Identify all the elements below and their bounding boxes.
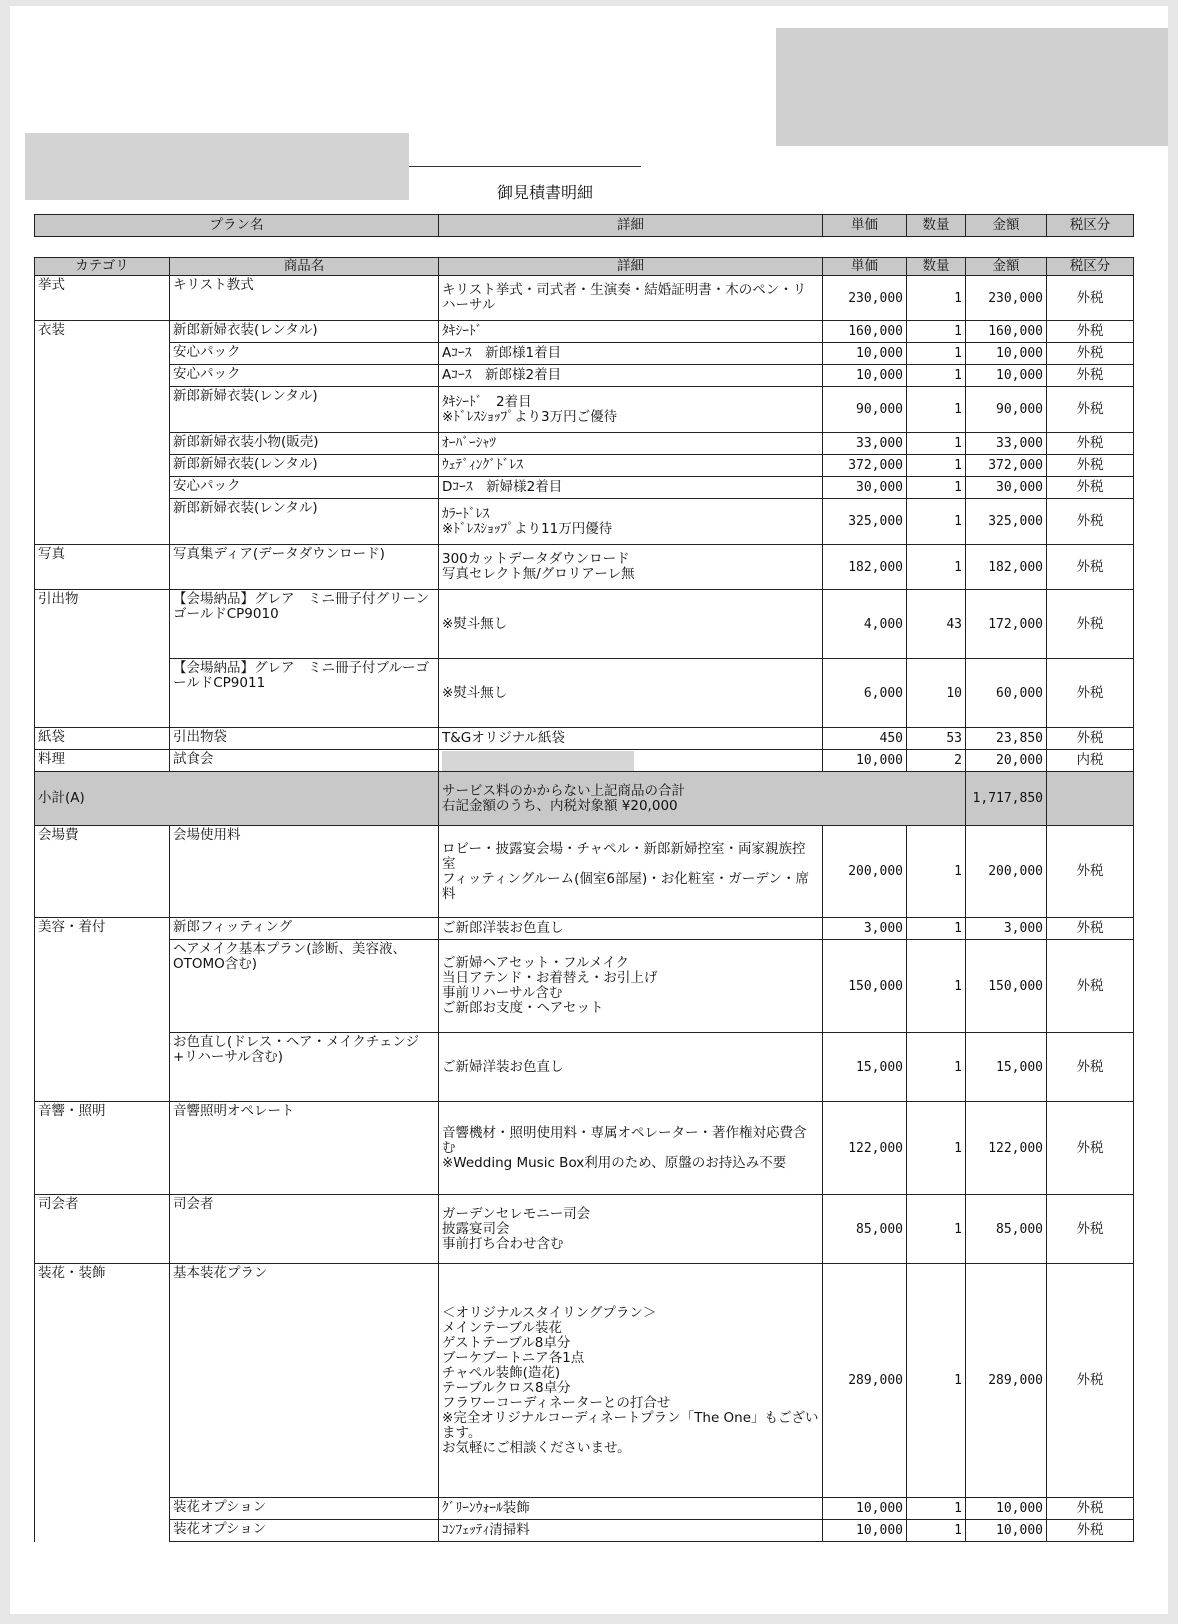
price-cell: 10,000	[823, 343, 907, 365]
amount-cell: 60,000	[966, 659, 1047, 728]
tax-cell: 外税	[1047, 343, 1134, 365]
table-row	[35, 728, 1134, 750]
detail-cell	[439, 545, 823, 590]
table-row	[35, 1033, 1134, 1102]
price-cell: 10,000	[823, 1520, 907, 1542]
price-cell: 30,000	[823, 477, 907, 499]
price-cell: 230,000	[823, 276, 907, 321]
qty-cell: 1	[907, 1520, 966, 1542]
column-header: 数量	[907, 215, 966, 237]
category-cell	[35, 659, 170, 728]
product-cell: 会場使用料	[170, 826, 439, 918]
qty-cell: 1	[907, 387, 966, 433]
tax-cell: 外税	[1047, 321, 1134, 343]
table-row	[35, 1498, 1134, 1520]
qty-cell: 1	[907, 276, 966, 321]
tax-cell: 外税	[1047, 433, 1134, 455]
tax-cell: 外税	[1047, 590, 1134, 659]
product-cell: 基本装花プラン	[170, 1264, 439, 1498]
detail-cell	[439, 826, 823, 918]
category-cell: 紙袋	[35, 728, 170, 750]
qty-cell: 1	[907, 343, 966, 365]
tax-cell: 外税	[1047, 365, 1134, 387]
table-row	[35, 826, 1134, 918]
qty-cell: 1	[907, 826, 966, 918]
product-cell: 引出物袋	[170, 728, 439, 750]
table-row	[35, 455, 1134, 477]
amount-cell: 10,000	[966, 1520, 1047, 1542]
price-cell: 10,000	[823, 365, 907, 387]
detail-cell	[439, 940, 823, 1033]
product-cell: 新郎新婦衣装(レンタル)	[170, 499, 439, 545]
amount-cell: 3,000	[966, 918, 1047, 940]
product-cell: 安心パック	[170, 365, 439, 387]
table-row	[35, 1520, 1134, 1542]
category-cell	[35, 343, 170, 365]
category-cell	[35, 1033, 170, 1102]
product-cell: 装花オプション	[170, 1498, 439, 1520]
detail-line: 披露宴司会	[442, 1220, 510, 1237]
category-cell	[35, 433, 170, 455]
qty-cell: 1	[907, 477, 966, 499]
detail-line: 音響機材・照明使用料・専属オペレーター・著作権対応費含む	[442, 1124, 807, 1156]
product-cell: 試食会	[170, 750, 439, 772]
category-cell: 音響・照明	[35, 1102, 170, 1195]
detail-cell: ｸﾞﾘｰﾝｳｫｰﾙ装飾	[439, 1498, 823, 1520]
detail-line: ※ﾄﾞﾚｽｼｮｯﾌﾟより11万円優待	[442, 520, 613, 537]
price-cell: 85,000	[823, 1195, 907, 1264]
subtotal-note-line: サービス料のかからない上記商品の合計	[442, 782, 685, 799]
detail-cell: Aｺｰｽ 新郎様1着目	[439, 343, 823, 365]
product-cell: 安心パック	[170, 343, 439, 365]
price-cell: 289,000	[823, 1264, 907, 1498]
amount-cell: 10,000	[966, 365, 1047, 387]
category-cell	[35, 1498, 170, 1520]
tax-cell: 外税	[1047, 1102, 1134, 1195]
plan-table	[34, 214, 1134, 237]
product-cell: ヘアメイク基本プラン(診断、美容液、OTOMO含む)	[170, 940, 439, 1033]
product-cell: 新郎フィッティング	[170, 918, 439, 940]
tax-cell: 外税	[1047, 728, 1134, 750]
category-cell	[35, 455, 170, 477]
price-cell: 182,000	[823, 545, 907, 590]
detail-cell: Dｺｰｽ 新婦様2着目	[439, 477, 823, 499]
detail-cell: Aｺｰｽ 新郎様2着目	[439, 365, 823, 387]
qty-cell: 1	[907, 455, 966, 477]
category-cell: 装花・装飾	[35, 1264, 170, 1498]
qty-cell: 1	[907, 940, 966, 1033]
column-header: 商品名	[170, 258, 439, 276]
subtotal-spacer	[907, 772, 966, 826]
table-row	[35, 545, 1134, 590]
tax-cell: 外税	[1047, 918, 1134, 940]
detail-cell: ｺﾝﾌｪｯﾃｨ清掃料	[439, 1520, 823, 1542]
table-row	[35, 276, 1134, 321]
product-cell: 音響照明オペレート	[170, 1102, 439, 1195]
detail-cell: ご新郎洋装お色直し	[439, 918, 823, 940]
subtotal-row	[35, 772, 1134, 826]
tax-cell: 外税	[1047, 1033, 1134, 1102]
category-cell: 司会者	[35, 1195, 170, 1264]
detail-line: テーブルクロス8卓分	[442, 1379, 571, 1396]
category-cell	[35, 1520, 170, 1542]
subtotal-note	[439, 772, 823, 826]
tax-cell: 外税	[1047, 1498, 1134, 1520]
subtotal-spacer	[823, 772, 907, 826]
subtotal-label: 小計(A)	[35, 772, 170, 826]
detail-cell: ﾀｷｼｰﾄﾞ	[439, 321, 823, 343]
price-cell: 325,000	[823, 499, 907, 545]
category-cell	[35, 940, 170, 1033]
tax-cell: 外税	[1047, 659, 1134, 728]
tax-cell: 外税	[1047, 1520, 1134, 1542]
qty-cell: 1	[907, 1264, 966, 1498]
product-cell: 安心パック	[170, 477, 439, 499]
product-cell: 写真集ディア(データダウンロード)	[170, 545, 439, 590]
column-header: 単価	[823, 215, 907, 237]
amount-cell: 325,000	[966, 499, 1047, 545]
amount-cell: 23,850	[966, 728, 1047, 750]
detail-cell	[439, 1102, 823, 1195]
amount-cell: 372,000	[966, 455, 1047, 477]
qty-cell: 1	[907, 499, 966, 545]
plan-table-header	[35, 215, 1134, 237]
amount-cell: 90,000	[966, 387, 1047, 433]
category-cell: 写真	[35, 545, 170, 590]
column-header: 税区分	[1047, 258, 1134, 276]
table-row	[35, 387, 1134, 433]
table-row	[35, 343, 1134, 365]
table-row	[35, 1102, 1134, 1195]
price-cell: 150,000	[823, 940, 907, 1033]
detail-line: ※ﾄﾞﾚｽｼｮｯﾌﾟより3万円ご優待	[442, 408, 618, 425]
detail-line: ｶﾗｰﾄﾞﾚｽ	[442, 505, 490, 522]
product-cell: 装花オプション	[170, 1520, 439, 1542]
column-header: 数量	[907, 258, 966, 276]
price-cell: 10,000	[823, 750, 907, 772]
table-row	[35, 1195, 1134, 1264]
product-cell: 【会場納品】グレア ミニ冊子付ブルーゴールドCP9011	[170, 659, 439, 728]
price-cell: 10,000	[823, 1498, 907, 1520]
detail-line: ゲストテーブル8卓分	[442, 1334, 571, 1351]
table-row	[35, 1264, 1134, 1498]
subtotal-spacer	[170, 772, 439, 826]
price-cell: 3,000	[823, 918, 907, 940]
items-table	[34, 257, 1134, 1542]
redacted-detail	[442, 751, 634, 771]
table-row	[35, 321, 1134, 343]
detail-cell: T&Gオリジナル紙袋	[439, 728, 823, 750]
tax-cell: 外税	[1047, 1195, 1134, 1264]
detail-line: ロビー・披露宴会場・チャペル・新郎新婦控室・両家親族控室	[442, 840, 806, 872]
detail-cell	[439, 1264, 823, 1498]
table-row	[35, 433, 1134, 455]
qty-cell: 1	[907, 1498, 966, 1520]
product-cell: 新郎新婦衣装(レンタル)	[170, 387, 439, 433]
table-row	[35, 499, 1134, 545]
amount-cell: 20,000	[966, 750, 1047, 772]
price-cell: 33,000	[823, 433, 907, 455]
amount-cell: 150,000	[966, 940, 1047, 1033]
product-cell: 【会場納品】グレア ミニ冊子付グリーンゴールドCP9010	[170, 590, 439, 659]
column-header: 金額	[966, 258, 1047, 276]
price-cell: 90,000	[823, 387, 907, 433]
detail-line: 300カットデータダウンロード	[442, 551, 630, 567]
detail-line: フィッティングルーム(個室6部屋)・お化粧室・ガーデン・席料	[442, 870, 810, 902]
qty-cell: 1	[907, 1033, 966, 1102]
price-cell: 15,000	[823, 1033, 907, 1102]
detail-line: ※Wedding Music Box利用のため、原盤のお持込み不要	[442, 1154, 787, 1171]
category-cell	[35, 499, 170, 545]
table-row	[35, 365, 1134, 387]
detail-cell	[439, 750, 823, 772]
amount-cell: 33,000	[966, 433, 1047, 455]
table-row	[35, 750, 1134, 772]
price-cell: 122,000	[823, 1102, 907, 1195]
amount-cell: 10,000	[966, 1498, 1047, 1520]
tax-cell: 外税	[1047, 545, 1134, 590]
tax-cell: 外税	[1047, 940, 1134, 1033]
detail-line: 写真セレクト無/グロリアーレ無	[442, 566, 635, 582]
table-row	[35, 659, 1134, 728]
detail-line: ﾀｷｼｰﾄﾞ 2着目	[442, 393, 532, 410]
column-header: 詳細	[439, 258, 823, 276]
product-cell: お色直し(ドレス・ヘア・メイクチェンジ+リハーサル含む)	[170, 1033, 439, 1102]
redacted-block	[776, 28, 1168, 146]
amount-cell: 30,000	[966, 477, 1047, 499]
column-header: 金額	[966, 215, 1047, 237]
detail-line: 事前リハーサル含む	[442, 985, 563, 1001]
column-header: カテゴリ	[35, 258, 170, 276]
detail-line: ご新婦ヘアセット・フルメイク	[442, 955, 629, 971]
estimate-page	[10, 6, 1168, 1614]
detail-line: ブーケブートニア各1点	[442, 1349, 585, 1366]
amount-cell: 160,000	[966, 321, 1047, 343]
qty-cell: 53	[907, 728, 966, 750]
tax-cell: 外税	[1047, 477, 1134, 499]
product-cell: 新郎新婦衣装(レンタル)	[170, 321, 439, 343]
qty-cell: 1	[907, 918, 966, 940]
tax-cell: 外税	[1047, 1264, 1134, 1498]
qty-cell: 2	[907, 750, 966, 772]
amount-cell: 15,000	[966, 1033, 1047, 1102]
amount-cell: 182,000	[966, 545, 1047, 590]
column-header: 詳細	[439, 215, 823, 237]
recipient-underline	[409, 166, 641, 167]
category-cell: 料理	[35, 750, 170, 772]
detail-cell: ※熨斗無し	[439, 590, 823, 659]
qty-cell: 1	[907, 321, 966, 343]
detail-cell: ｵｰﾊﾞｰｼｬﾂ	[439, 433, 823, 455]
detail-line: ガーデンセレモニー司会	[442, 1205, 591, 1222]
detail-cell: ご新婦洋装お色直し	[439, 1033, 823, 1102]
qty-cell: 1	[907, 1195, 966, 1264]
category-cell	[35, 387, 170, 433]
subtotal-amount: 1,717,850	[966, 772, 1047, 826]
price-cell: 6,000	[823, 659, 907, 728]
price-cell: 4,000	[823, 590, 907, 659]
detail-cell	[439, 387, 823, 433]
detail-line: ご新郎お支度・ヘアセット	[442, 1000, 604, 1016]
amount-cell: 10,000	[966, 343, 1047, 365]
qty-cell: 10	[907, 659, 966, 728]
category-cell: 美容・着付	[35, 918, 170, 940]
tax-cell: 外税	[1047, 826, 1134, 918]
detail-cell	[439, 499, 823, 545]
detail-line: 当日アテンド・お着替え・お引上げ	[442, 970, 658, 986]
detail-line: チャペル装飾(造花)	[442, 1364, 561, 1381]
amount-cell: 289,000	[966, 1264, 1047, 1498]
detail-cell	[439, 1195, 823, 1264]
document-title: 御見積書明細	[496, 183, 593, 202]
product-cell: 司会者	[170, 1195, 439, 1264]
column-header: プラン名	[35, 215, 439, 237]
detail-line: お気軽にご相談くださいませ。	[442, 1439, 631, 1456]
price-cell: 160,000	[823, 321, 907, 343]
items-table-header	[35, 258, 1134, 276]
table-row	[35, 477, 1134, 499]
detail-line: メインテーブル装花	[442, 1319, 563, 1336]
table-row	[35, 940, 1134, 1033]
amount-cell: 230,000	[966, 276, 1047, 321]
price-cell: 372,000	[823, 455, 907, 477]
detail-line: フラワーコーディネーターとの打合せ	[442, 1394, 671, 1411]
tax-cell: 外税	[1047, 455, 1134, 477]
amount-cell: 122,000	[966, 1102, 1047, 1195]
category-cell	[35, 477, 170, 499]
subtotal-spacer	[1047, 772, 1134, 826]
qty-cell: 1	[907, 1102, 966, 1195]
column-header: 単価	[823, 258, 907, 276]
qty-cell: 1	[907, 365, 966, 387]
table-row	[35, 590, 1134, 659]
category-cell: 挙式	[35, 276, 170, 321]
qty-cell: 1	[907, 433, 966, 455]
product-cell: キリスト教式	[170, 276, 439, 321]
tax-cell: 外税	[1047, 499, 1134, 545]
tax-cell: 外税	[1047, 276, 1134, 321]
detail-cell: キリスト挙式・司式者・生演奏・結婚証明書・木のペン・リハーサル	[439, 276, 823, 321]
category-cell: 衣装	[35, 321, 170, 343]
column-header: 税区分	[1047, 215, 1134, 237]
amount-cell: 200,000	[966, 826, 1047, 918]
category-cell: 引出物	[35, 590, 170, 659]
table-row	[35, 918, 1134, 940]
tax-cell: 外税	[1047, 387, 1134, 433]
detail-cell: ｳｪﾃﾞｨﾝｸﾞﾄﾞﾚｽ	[439, 455, 823, 477]
category-cell	[35, 365, 170, 387]
tax-cell: 内税	[1047, 750, 1134, 772]
product-cell: 新郎新婦衣装(レンタル)	[170, 455, 439, 477]
detail-line: 事前打ち合わせ含む	[442, 1235, 564, 1252]
subtotal-note-line: 右記金額のうち、内税対象額 ¥20,000	[442, 797, 678, 814]
amount-cell: 85,000	[966, 1195, 1047, 1264]
detail-line: ※完全オリジナルコーディネートプラン「The One」もございます。	[442, 1409, 819, 1441]
detail-cell: ※熨斗無し	[439, 659, 823, 728]
qty-cell: 1	[907, 545, 966, 590]
detail-line: ＜オリジナルスタイリングプラン＞	[442, 1304, 657, 1321]
qty-cell: 43	[907, 590, 966, 659]
price-cell: 200,000	[823, 826, 907, 918]
amount-cell: 172,000	[966, 590, 1047, 659]
product-cell: 新郎新婦衣装小物(販売)	[170, 433, 439, 455]
price-cell: 450	[823, 728, 907, 750]
category-cell: 会場費	[35, 826, 170, 918]
